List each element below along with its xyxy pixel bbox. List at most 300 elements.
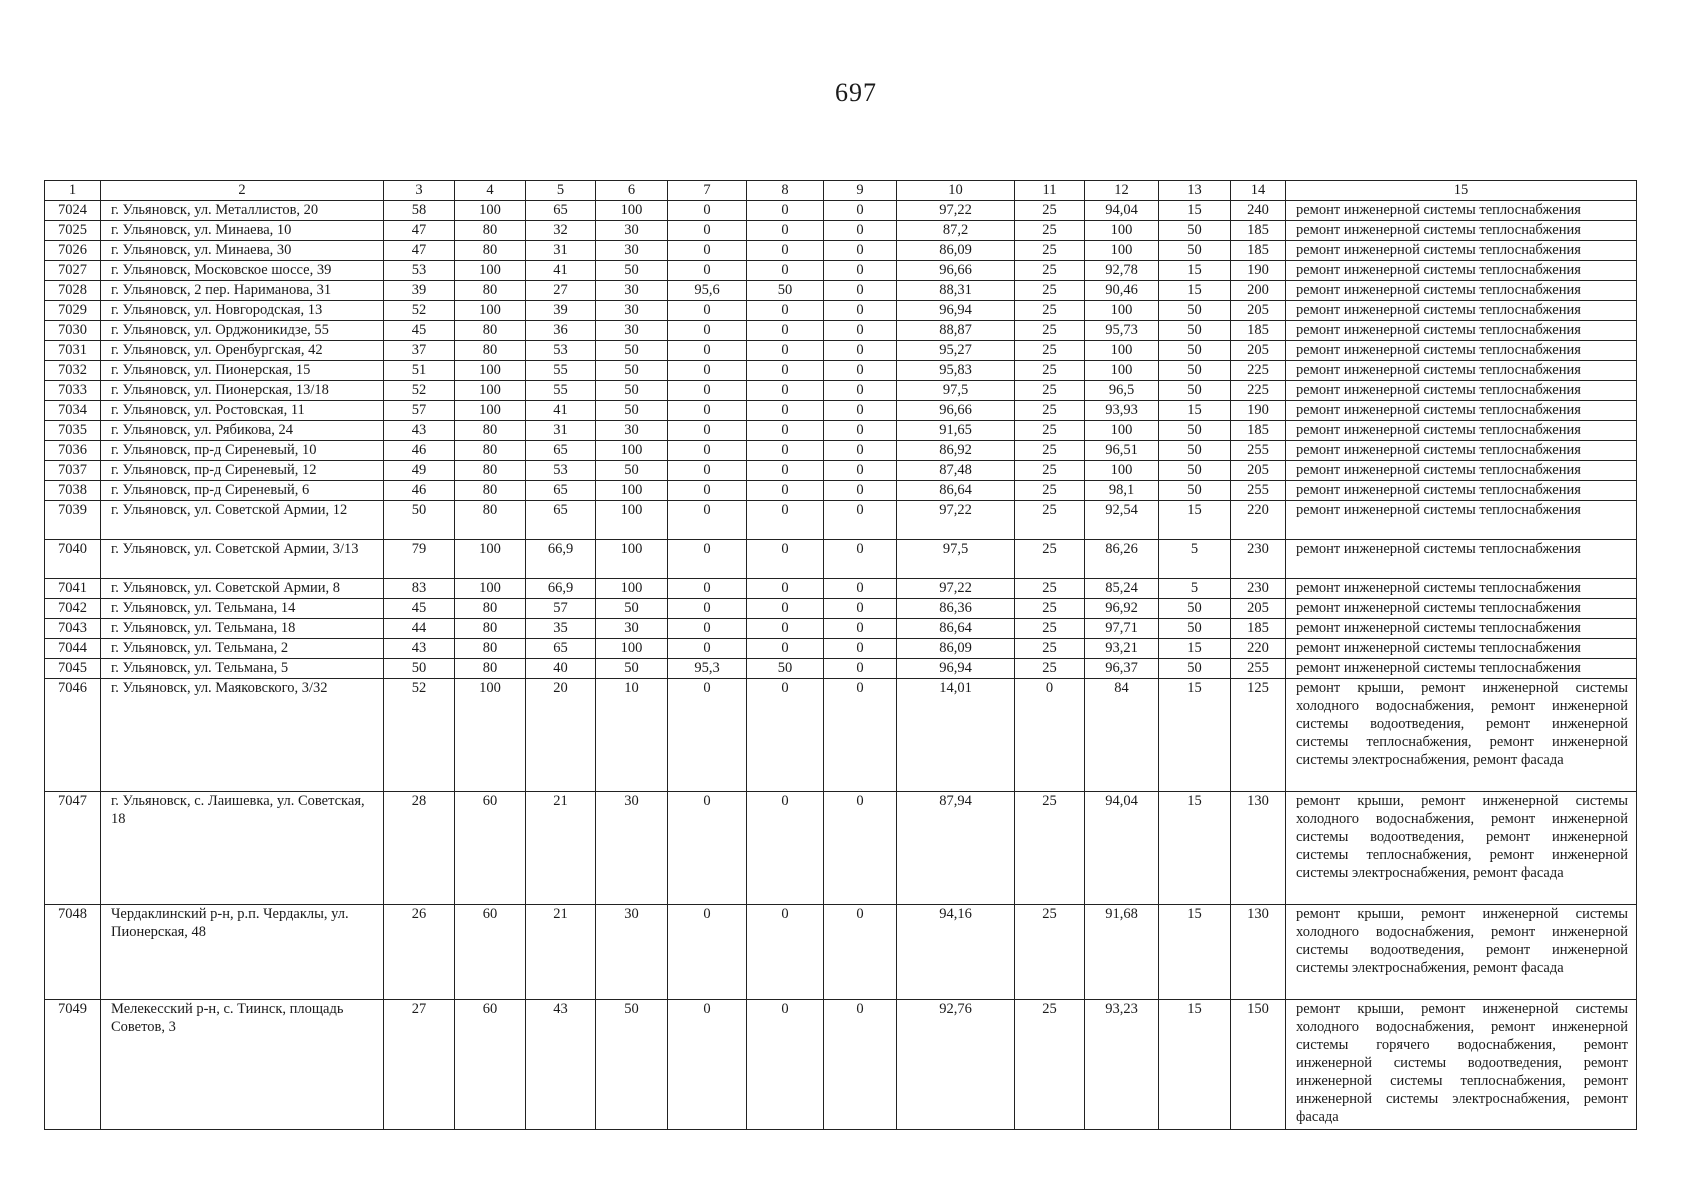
col13-cell: 50 (1159, 241, 1231, 261)
address-cell: г. Ульяновск, ул. Минаева, 30 (101, 241, 384, 261)
col14-cell: 190 (1231, 261, 1286, 281)
col8-cell: 0 (747, 461, 824, 481)
col12-cell: 96,51 (1085, 441, 1159, 461)
col5-cell: 41 (526, 261, 596, 281)
col3-cell: 49 (384, 461, 455, 481)
work-description-cell: ремонт инженерной системы теплоснабжения (1286, 361, 1637, 381)
row-number: 7026 (45, 241, 101, 261)
col3-cell: 43 (384, 639, 455, 659)
col12-cell: 100 (1085, 461, 1159, 481)
col13-cell: 15 (1159, 1000, 1231, 1130)
col10-cell: 94,16 (897, 905, 1015, 1000)
col11-cell: 25 (1015, 441, 1085, 461)
col6-cell: 50 (596, 341, 668, 361)
col14-cell: 185 (1231, 421, 1286, 441)
col7-cell: 0 (668, 579, 747, 599)
col14-cell: 185 (1231, 241, 1286, 261)
col6-cell: 100 (596, 201, 668, 221)
table-row (45, 281, 1637, 301)
row-number: 7044 (45, 639, 101, 659)
row-number: 7041 (45, 579, 101, 599)
table-row (45, 241, 1637, 261)
row-number: 7038 (45, 481, 101, 501)
col5-cell: 27 (526, 281, 596, 301)
col5-cell: 65 (526, 201, 596, 221)
col14-cell: 255 (1231, 659, 1286, 679)
col3-cell: 47 (384, 221, 455, 241)
col13-cell: 50 (1159, 321, 1231, 341)
table-row (45, 481, 1637, 501)
col12-cell: 93,93 (1085, 401, 1159, 421)
col13-cell: 5 (1159, 579, 1231, 599)
col13-cell: 50 (1159, 421, 1231, 441)
col9-cell: 0 (824, 639, 897, 659)
col6-cell: 100 (596, 441, 668, 461)
work-description-cell: ремонт инженерной системы теплоснабжения (1286, 381, 1637, 401)
col7-cell: 0 (668, 441, 747, 461)
col12-cell: 92,54 (1085, 501, 1159, 540)
col13-cell: 15 (1159, 905, 1231, 1000)
row-number: 7047 (45, 792, 101, 905)
col3-cell: 26 (384, 905, 455, 1000)
address-cell: Чердаклинский р-н, р.п. Чердаклы, ул. Пионерская, 48 (101, 905, 384, 1000)
header-cell: 10 (897, 181, 1015, 201)
col8-cell: 0 (747, 221, 824, 241)
col13-cell: 15 (1159, 201, 1231, 221)
header-cell: 8 (747, 181, 824, 201)
col4-cell: 80 (455, 441, 526, 461)
col8-cell: 0 (747, 481, 824, 501)
col3-cell: 37 (384, 341, 455, 361)
work-description-cell: ремонт крыши, ремонт инженерной системы холодного водоснабжения, ремонт инженерной системы водоотведения, ремонт инженерной системы электроснабжения, ремонт фасада (1286, 905, 1637, 1000)
col7-cell: 0 (668, 341, 747, 361)
col10-cell: 97,22 (897, 201, 1015, 221)
col9-cell: 0 (824, 401, 897, 421)
row-number: 7039 (45, 501, 101, 540)
address-cell: г. Ульяновск, ул. Тельмана, 2 (101, 639, 384, 659)
col13-cell: 15 (1159, 792, 1231, 905)
row-number: 7025 (45, 221, 101, 241)
col10-cell: 95,27 (897, 341, 1015, 361)
col14-cell: 255 (1231, 441, 1286, 461)
address-cell: г. Ульяновск, пр-д Сиреневый, 6 (101, 481, 384, 501)
col14-cell: 200 (1231, 281, 1286, 301)
address-cell: г. Ульяновск, ул. Советской Армии, 8 (101, 579, 384, 599)
col6-cell: 50 (596, 361, 668, 381)
col11-cell: 25 (1015, 361, 1085, 381)
col12-cell: 100 (1085, 221, 1159, 241)
col12-cell: 100 (1085, 301, 1159, 321)
col11-cell: 25 (1015, 579, 1085, 599)
col13-cell: 50 (1159, 301, 1231, 321)
col5-cell: 31 (526, 241, 596, 261)
col7-cell: 0 (668, 401, 747, 421)
address-cell: г. Ульяновск, ул. Орджоникидзе, 55 (101, 321, 384, 341)
col10-cell: 88,31 (897, 281, 1015, 301)
address-cell: г. Ульяновск, ул. Ростовская, 11 (101, 401, 384, 421)
col3-cell: 58 (384, 201, 455, 221)
col7-cell: 0 (668, 639, 747, 659)
col12-cell: 96,92 (1085, 599, 1159, 619)
col5-cell: 43 (526, 1000, 596, 1130)
col9-cell: 0 (824, 659, 897, 679)
col8-cell: 0 (747, 599, 824, 619)
col3-cell: 44 (384, 619, 455, 639)
table-row (45, 341, 1637, 361)
work-description-cell: ремонт крыши, ремонт инженерной системы холодного водоснабжения, ремонт инженерной системы водоотведения, ремонт инженерной системы теплоснабжения, ремонт инженерной системы электроснабжения, ремонт фасада (1286, 679, 1637, 792)
col5-cell: 21 (526, 905, 596, 1000)
col3-cell: 27 (384, 1000, 455, 1130)
work-description-cell: ремонт инженерной системы теплоснабжения (1286, 481, 1637, 501)
col11-cell: 25 (1015, 540, 1085, 579)
col14-cell: 255 (1231, 481, 1286, 501)
row-number: 7029 (45, 301, 101, 321)
col5-cell: 55 (526, 381, 596, 401)
header-cell: 11 (1015, 181, 1085, 201)
col12-cell: 98,1 (1085, 481, 1159, 501)
col6-cell: 50 (596, 1000, 668, 1130)
col4-cell: 100 (455, 201, 526, 221)
col9-cell: 0 (824, 792, 897, 905)
col4-cell: 80 (455, 501, 526, 540)
col9-cell: 0 (824, 461, 897, 481)
col8-cell: 0 (747, 619, 824, 639)
col5-cell: 55 (526, 361, 596, 381)
col3-cell: 46 (384, 481, 455, 501)
work-description-cell: ремонт инженерной системы теплоснабжения (1286, 579, 1637, 599)
col13-cell: 15 (1159, 679, 1231, 792)
col9-cell: 0 (824, 281, 897, 301)
col6-cell: 50 (596, 401, 668, 421)
work-description-cell: ремонт инженерной системы теплоснабжения (1286, 281, 1637, 301)
col8-cell: 0 (747, 421, 824, 441)
col3-cell: 50 (384, 501, 455, 540)
col9-cell: 0 (824, 679, 897, 792)
col14-cell: 205 (1231, 599, 1286, 619)
col5-cell: 31 (526, 421, 596, 441)
col13-cell: 50 (1159, 659, 1231, 679)
col4-cell: 80 (455, 341, 526, 361)
row-number: 7030 (45, 321, 101, 341)
header-cell: 7 (668, 181, 747, 201)
col9-cell: 0 (824, 501, 897, 540)
row-number: 7037 (45, 461, 101, 481)
col11-cell: 25 (1015, 619, 1085, 639)
col9-cell: 0 (824, 201, 897, 221)
col11-cell: 25 (1015, 501, 1085, 540)
col14-cell: 225 (1231, 361, 1286, 381)
col8-cell: 0 (747, 792, 824, 905)
col7-cell: 0 (668, 905, 747, 1000)
col8-cell: 0 (747, 579, 824, 599)
data-table (44, 180, 1637, 1130)
row-number: 7028 (45, 281, 101, 301)
row-number: 7024 (45, 201, 101, 221)
col14-cell: 205 (1231, 461, 1286, 481)
col6-cell: 50 (596, 261, 668, 281)
row-number: 7035 (45, 421, 101, 441)
table-row (45, 361, 1637, 381)
table-row (45, 421, 1637, 441)
col5-cell: 66,9 (526, 579, 596, 599)
col3-cell: 45 (384, 599, 455, 619)
col8-cell: 0 (747, 441, 824, 461)
header-cell: 13 (1159, 181, 1231, 201)
col7-cell: 0 (668, 792, 747, 905)
col7-cell: 95,6 (668, 281, 747, 301)
col12-cell: 94,04 (1085, 201, 1159, 221)
col9-cell: 0 (824, 540, 897, 579)
col7-cell: 0 (668, 619, 747, 639)
col5-cell: 35 (526, 619, 596, 639)
col4-cell: 80 (455, 321, 526, 341)
address-cell: г. Ульяновск, ул. Тельмана, 5 (101, 659, 384, 679)
col10-cell: 91,65 (897, 421, 1015, 441)
row-number: 7033 (45, 381, 101, 401)
col14-cell: 220 (1231, 501, 1286, 540)
address-cell: г. Ульяновск, Московское шоссе, 39 (101, 261, 384, 281)
table-row (45, 599, 1637, 619)
table-row (45, 540, 1637, 579)
row-number: 7045 (45, 659, 101, 679)
col8-cell: 0 (747, 905, 824, 1000)
col13-cell: 15 (1159, 501, 1231, 540)
col10-cell: 87,48 (897, 461, 1015, 481)
col10-cell: 86,92 (897, 441, 1015, 461)
col6-cell: 50 (596, 381, 668, 401)
col10-cell: 97,5 (897, 540, 1015, 579)
col9-cell: 0 (824, 381, 897, 401)
work-description-cell: ремонт инженерной системы теплоснабжения (1286, 421, 1637, 441)
table-row (45, 261, 1637, 281)
work-description-cell: ремонт инженерной системы теплоснабжения (1286, 639, 1637, 659)
work-description-cell: ремонт инженерной системы теплоснабжения (1286, 461, 1637, 481)
col14-cell: 185 (1231, 221, 1286, 241)
col6-cell: 30 (596, 905, 668, 1000)
col10-cell: 96,94 (897, 301, 1015, 321)
col7-cell: 0 (668, 540, 747, 579)
col6-cell: 30 (596, 281, 668, 301)
col11-cell: 25 (1015, 301, 1085, 321)
col4-cell: 80 (455, 281, 526, 301)
col3-cell: 53 (384, 261, 455, 281)
col13-cell: 15 (1159, 281, 1231, 301)
col10-cell: 97,5 (897, 381, 1015, 401)
col8-cell: 0 (747, 361, 824, 381)
col14-cell: 150 (1231, 1000, 1286, 1130)
work-description-cell: ремонт инженерной системы теплоснабжения (1286, 441, 1637, 461)
col6-cell: 50 (596, 659, 668, 679)
address-cell: Мелекесский р-н, с. Тиинск, площадь Советов, 3 (101, 1000, 384, 1130)
col6-cell: 50 (596, 599, 668, 619)
col7-cell: 0 (668, 679, 747, 792)
address-cell: г. Ульяновск, 2 пер. Нариманова, 31 (101, 281, 384, 301)
row-number: 7032 (45, 361, 101, 381)
col3-cell: 39 (384, 281, 455, 301)
col9-cell: 0 (824, 261, 897, 281)
address-cell: г. Ульяновск, ул. Пионерская, 15 (101, 361, 384, 381)
address-cell: г. Ульяновск, ул. Пионерская, 13/18 (101, 381, 384, 401)
header-cell: 2 (101, 181, 384, 201)
work-description-cell: ремонт инженерной системы теплоснабжения (1286, 241, 1637, 261)
work-description-cell: ремонт крыши, ремонт инженерной системы холодного водоснабжения, ремонт инженерной системы водоотведения, ремонт инженерной системы теплоснабжения, ремонт инженерной системы электроснабжения, ремонт фасада (1286, 792, 1637, 905)
col13-cell: 50 (1159, 481, 1231, 501)
col13-cell: 50 (1159, 361, 1231, 381)
col7-cell: 0 (668, 361, 747, 381)
col14-cell: 225 (1231, 381, 1286, 401)
row-number: 7031 (45, 341, 101, 361)
table-row (45, 221, 1637, 241)
header-cell: 1 (45, 181, 101, 201)
table-row (45, 501, 1637, 540)
col13-cell: 5 (1159, 540, 1231, 579)
row-number: 7040 (45, 540, 101, 579)
col5-cell: 65 (526, 481, 596, 501)
table-row (45, 639, 1637, 659)
col5-cell: 57 (526, 599, 596, 619)
col4-cell: 100 (455, 579, 526, 599)
table-row (45, 792, 1637, 905)
col6-cell: 30 (596, 241, 668, 261)
address-cell: г. Ульяновск, пр-д Сиреневый, 12 (101, 461, 384, 481)
col5-cell: 20 (526, 679, 596, 792)
address-cell: г. Ульяновск, с. Лаишевка, ул. Советская, 18 (101, 792, 384, 905)
col4-cell: 80 (455, 619, 526, 639)
work-description-cell: ремонт инженерной системы теплоснабжения (1286, 540, 1637, 579)
col4-cell: 80 (455, 639, 526, 659)
col14-cell: 185 (1231, 619, 1286, 639)
col11-cell: 25 (1015, 639, 1085, 659)
col8-cell: 0 (747, 301, 824, 321)
col9-cell: 0 (824, 421, 897, 441)
col14-cell: 240 (1231, 201, 1286, 221)
table-row (45, 461, 1637, 481)
col11-cell: 25 (1015, 261, 1085, 281)
col6-cell: 100 (596, 481, 668, 501)
col14-cell: 125 (1231, 679, 1286, 792)
col10-cell: 14,01 (897, 679, 1015, 792)
table-row (45, 401, 1637, 421)
col11-cell: 25 (1015, 381, 1085, 401)
table-row (45, 659, 1637, 679)
col9-cell: 0 (824, 1000, 897, 1130)
col3-cell: 47 (384, 241, 455, 261)
col4-cell: 100 (455, 361, 526, 381)
col3-cell: 43 (384, 421, 455, 441)
col3-cell: 57 (384, 401, 455, 421)
col12-cell: 90,46 (1085, 281, 1159, 301)
col10-cell: 97,22 (897, 579, 1015, 599)
col5-cell: 65 (526, 501, 596, 540)
col11-cell: 25 (1015, 481, 1085, 501)
col4-cell: 100 (455, 261, 526, 281)
col12-cell: 86,26 (1085, 540, 1159, 579)
table-body (45, 181, 1637, 1130)
col12-cell: 91,68 (1085, 905, 1159, 1000)
col4-cell: 80 (455, 221, 526, 241)
table-row (45, 579, 1637, 599)
address-cell: г. Ульяновск, ул. Маяковского, 3/32 (101, 679, 384, 792)
col10-cell: 86,09 (897, 241, 1015, 261)
col6-cell: 30 (596, 792, 668, 905)
col12-cell: 100 (1085, 361, 1159, 381)
col7-cell: 0 (668, 1000, 747, 1130)
col9-cell: 0 (824, 905, 897, 1000)
col11-cell: 25 (1015, 905, 1085, 1000)
col8-cell: 0 (747, 501, 824, 540)
col4-cell: 80 (455, 461, 526, 481)
col10-cell: 92,76 (897, 1000, 1015, 1130)
col10-cell: 96,94 (897, 659, 1015, 679)
col4-cell: 80 (455, 599, 526, 619)
address-cell: г. Ульяновск, ул. Новгородская, 13 (101, 301, 384, 321)
table-row (45, 201, 1637, 221)
col8-cell: 50 (747, 659, 824, 679)
col11-cell: 0 (1015, 679, 1085, 792)
work-description-cell: ремонт крыши, ремонт инженерной системы холодного водоснабжения, ремонт инженерной системы горячего водоснабжения, ремонт инженерной системы водоотведения, ремонт инженерной системы теплоснабжения, ремонт инженерной системы электроснабжения, ремонт фасада (1286, 1000, 1637, 1130)
address-cell: г. Ульяновск, ул. Оренбургская, 42 (101, 341, 384, 361)
col8-cell: 0 (747, 639, 824, 659)
col4-cell: 100 (455, 540, 526, 579)
col3-cell: 51 (384, 361, 455, 381)
row-number: 7036 (45, 441, 101, 461)
header-row (45, 181, 1637, 201)
col8-cell: 0 (747, 261, 824, 281)
col8-cell: 0 (747, 321, 824, 341)
col7-cell: 0 (668, 599, 747, 619)
col11-cell: 25 (1015, 281, 1085, 301)
work-description-cell: ремонт инженерной системы теплоснабжения (1286, 401, 1637, 421)
col3-cell: 79 (384, 540, 455, 579)
row-number: 7048 (45, 905, 101, 1000)
address-cell: г. Ульяновск, ул. Тельмана, 18 (101, 619, 384, 639)
col4-cell: 60 (455, 1000, 526, 1130)
col6-cell: 30 (596, 301, 668, 321)
col12-cell: 85,24 (1085, 579, 1159, 599)
col7-cell: 0 (668, 241, 747, 261)
col6-cell: 100 (596, 639, 668, 659)
col5-cell: 32 (526, 221, 596, 241)
work-description-cell: ремонт инженерной системы теплоснабжения (1286, 221, 1637, 241)
table-row (45, 321, 1637, 341)
address-cell: г. Ульяновск, ул. Советской Армии, 3/13 (101, 540, 384, 579)
header-cell: 9 (824, 181, 897, 201)
col6-cell: 30 (596, 619, 668, 639)
col7-cell: 0 (668, 501, 747, 540)
col4-cell: 60 (455, 905, 526, 1000)
col12-cell: 96,37 (1085, 659, 1159, 679)
col3-cell: 52 (384, 301, 455, 321)
col6-cell: 100 (596, 579, 668, 599)
col3-cell: 50 (384, 659, 455, 679)
col10-cell: 87,2 (897, 221, 1015, 241)
col11-cell: 25 (1015, 221, 1085, 241)
col9-cell: 0 (824, 481, 897, 501)
col6-cell: 10 (596, 679, 668, 792)
col10-cell: 87,94 (897, 792, 1015, 905)
header-cell: 5 (526, 181, 596, 201)
address-cell: г. Ульяновск, ул. Советской Армии, 12 (101, 501, 384, 540)
col12-cell: 95,73 (1085, 321, 1159, 341)
col8-cell: 0 (747, 679, 824, 792)
col3-cell: 45 (384, 321, 455, 341)
col8-cell: 0 (747, 1000, 824, 1130)
address-cell: г. Ульяновск, ул. Минаева, 10 (101, 221, 384, 241)
col12-cell: 93,21 (1085, 639, 1159, 659)
col5-cell: 66,9 (526, 540, 596, 579)
col4-cell: 100 (455, 381, 526, 401)
row-number: 7049 (45, 1000, 101, 1130)
